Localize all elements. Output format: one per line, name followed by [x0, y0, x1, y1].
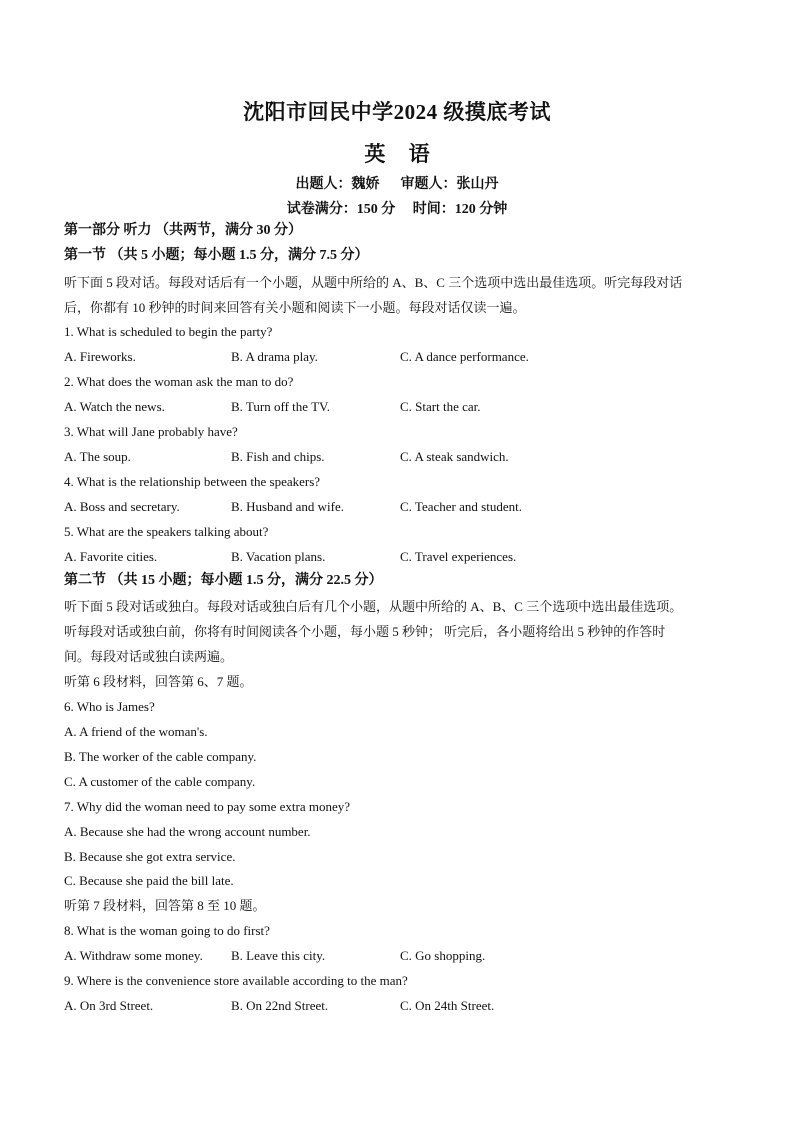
option-c: C. Start the car.	[400, 399, 481, 414]
option-a: A. Boss and secretary.	[64, 499, 180, 514]
question-stem: 7. Why did the woman need to pay some extra money?	[64, 799, 351, 814]
question-stem: 3. What will Jane probably have?	[64, 424, 238, 439]
option-a: A. Favorite cities.	[64, 549, 158, 564]
section1-instruction-2: 后，你都有 10 秒钟的时间来回答有关小题和阅读下一小题。每段对话仅读一遍。	[64, 300, 526, 315]
option-b: B. Because she got extra service.	[64, 849, 236, 864]
question-stem: 8. What is the woman going to do first?	[64, 923, 270, 938]
option-b: B. Leave this city.	[231, 948, 326, 963]
option-a: A. On 3rd Street.	[64, 998, 154, 1013]
option-c: C. Teacher and student.	[400, 499, 522, 514]
option-c: C. Go shopping.	[400, 948, 486, 963]
material-6-note: 听第 6 段材料，回答第 6、7 题。	[64, 674, 253, 689]
option-b: B. On 22nd Street.	[231, 998, 329, 1013]
section2-instruction-3: 间。每段对话或独白读两遍。	[64, 649, 234, 664]
option-a: A. A friend of the woman's.	[64, 724, 208, 739]
material-7-note: 听第 7 段材料，回答第 8 至 10 题。	[64, 898, 266, 913]
option-c: C. On 24th Street.	[400, 998, 495, 1013]
question-stem: 5. What are the speakers talking about?	[64, 524, 269, 539]
authors-line: 出题人：魏娇 审题人：张山丹	[295, 177, 499, 192]
question-stem: 1. What is scheduled to begin the party?	[64, 324, 273, 339]
option-c: C. A dance performance.	[400, 349, 529, 364]
option-c: C. A customer of the cable company.	[64, 774, 256, 789]
subject-title: 英 语	[364, 142, 430, 166]
exam-title: 沈阳市回民中学2024 级摸底考试	[243, 100, 551, 124]
option-b: B. A drama play.	[231, 349, 318, 364]
option-c: C. Because she paid the bill late.	[64, 873, 234, 888]
option-b: B. The worker of the cable company.	[64, 749, 257, 764]
option-a: A. Watch the news.	[64, 399, 165, 414]
option-a: A. The soup.	[64, 449, 131, 464]
question-stem: 6. Who is James?	[64, 699, 155, 714]
option-b: B. Husband and wife.	[231, 499, 345, 514]
section2-instruction-1: 听下面 5 段对话或独白。每段对话或独白后有几个小题，从题中所给的 A、B、C 三个选项中选出最佳选项。	[64, 599, 683, 614]
option-b: B. Turn off the TV.	[231, 399, 330, 414]
option-a: A. Withdraw some money.	[64, 948, 203, 963]
section1-instruction-1: 听下面 5 段对话。每段对话后有一个小题，从题中所给的 A、B、C 三个选项中选出最佳选项。听完每段对话	[64, 275, 683, 290]
option-b: B. Vacation plans.	[231, 549, 326, 564]
option-b: B. Fish and chips.	[231, 449, 325, 464]
option-c: C. Travel experiences.	[400, 549, 517, 564]
question-stem: 4. What is the relationship between the speakers?	[64, 474, 321, 489]
scoring-line: 试卷满分：150 分 时间：120 分钟	[286, 202, 508, 217]
option-c: C. A steak sandwich.	[400, 449, 509, 464]
section2-heading: 第二节 （共 15 小题；每小题 1.5 分，满分 22.5 分）	[64, 573, 383, 588]
part1-heading: 第一部分 听力 （共两节，满分 30 分）	[64, 223, 302, 238]
question-stem: 9. Where is the convenience store available according to the man?	[64, 973, 408, 988]
option-a: A. Fireworks.	[64, 349, 136, 364]
section2-instruction-2: 听每段对话或独白前，你将有时间阅读各个小题，每小题 5 秒钟； 听完后，各小题将给出 5 秒钟的作答时	[64, 624, 666, 639]
question-stem: 2. What does the woman ask the man to do?	[64, 374, 294, 389]
option-a: A. Because she had the wrong account number.	[64, 824, 311, 839]
section1-heading: 第一节 （共 5 小题；每小题 1.5 分，满分 7.5 分）	[64, 248, 369, 263]
